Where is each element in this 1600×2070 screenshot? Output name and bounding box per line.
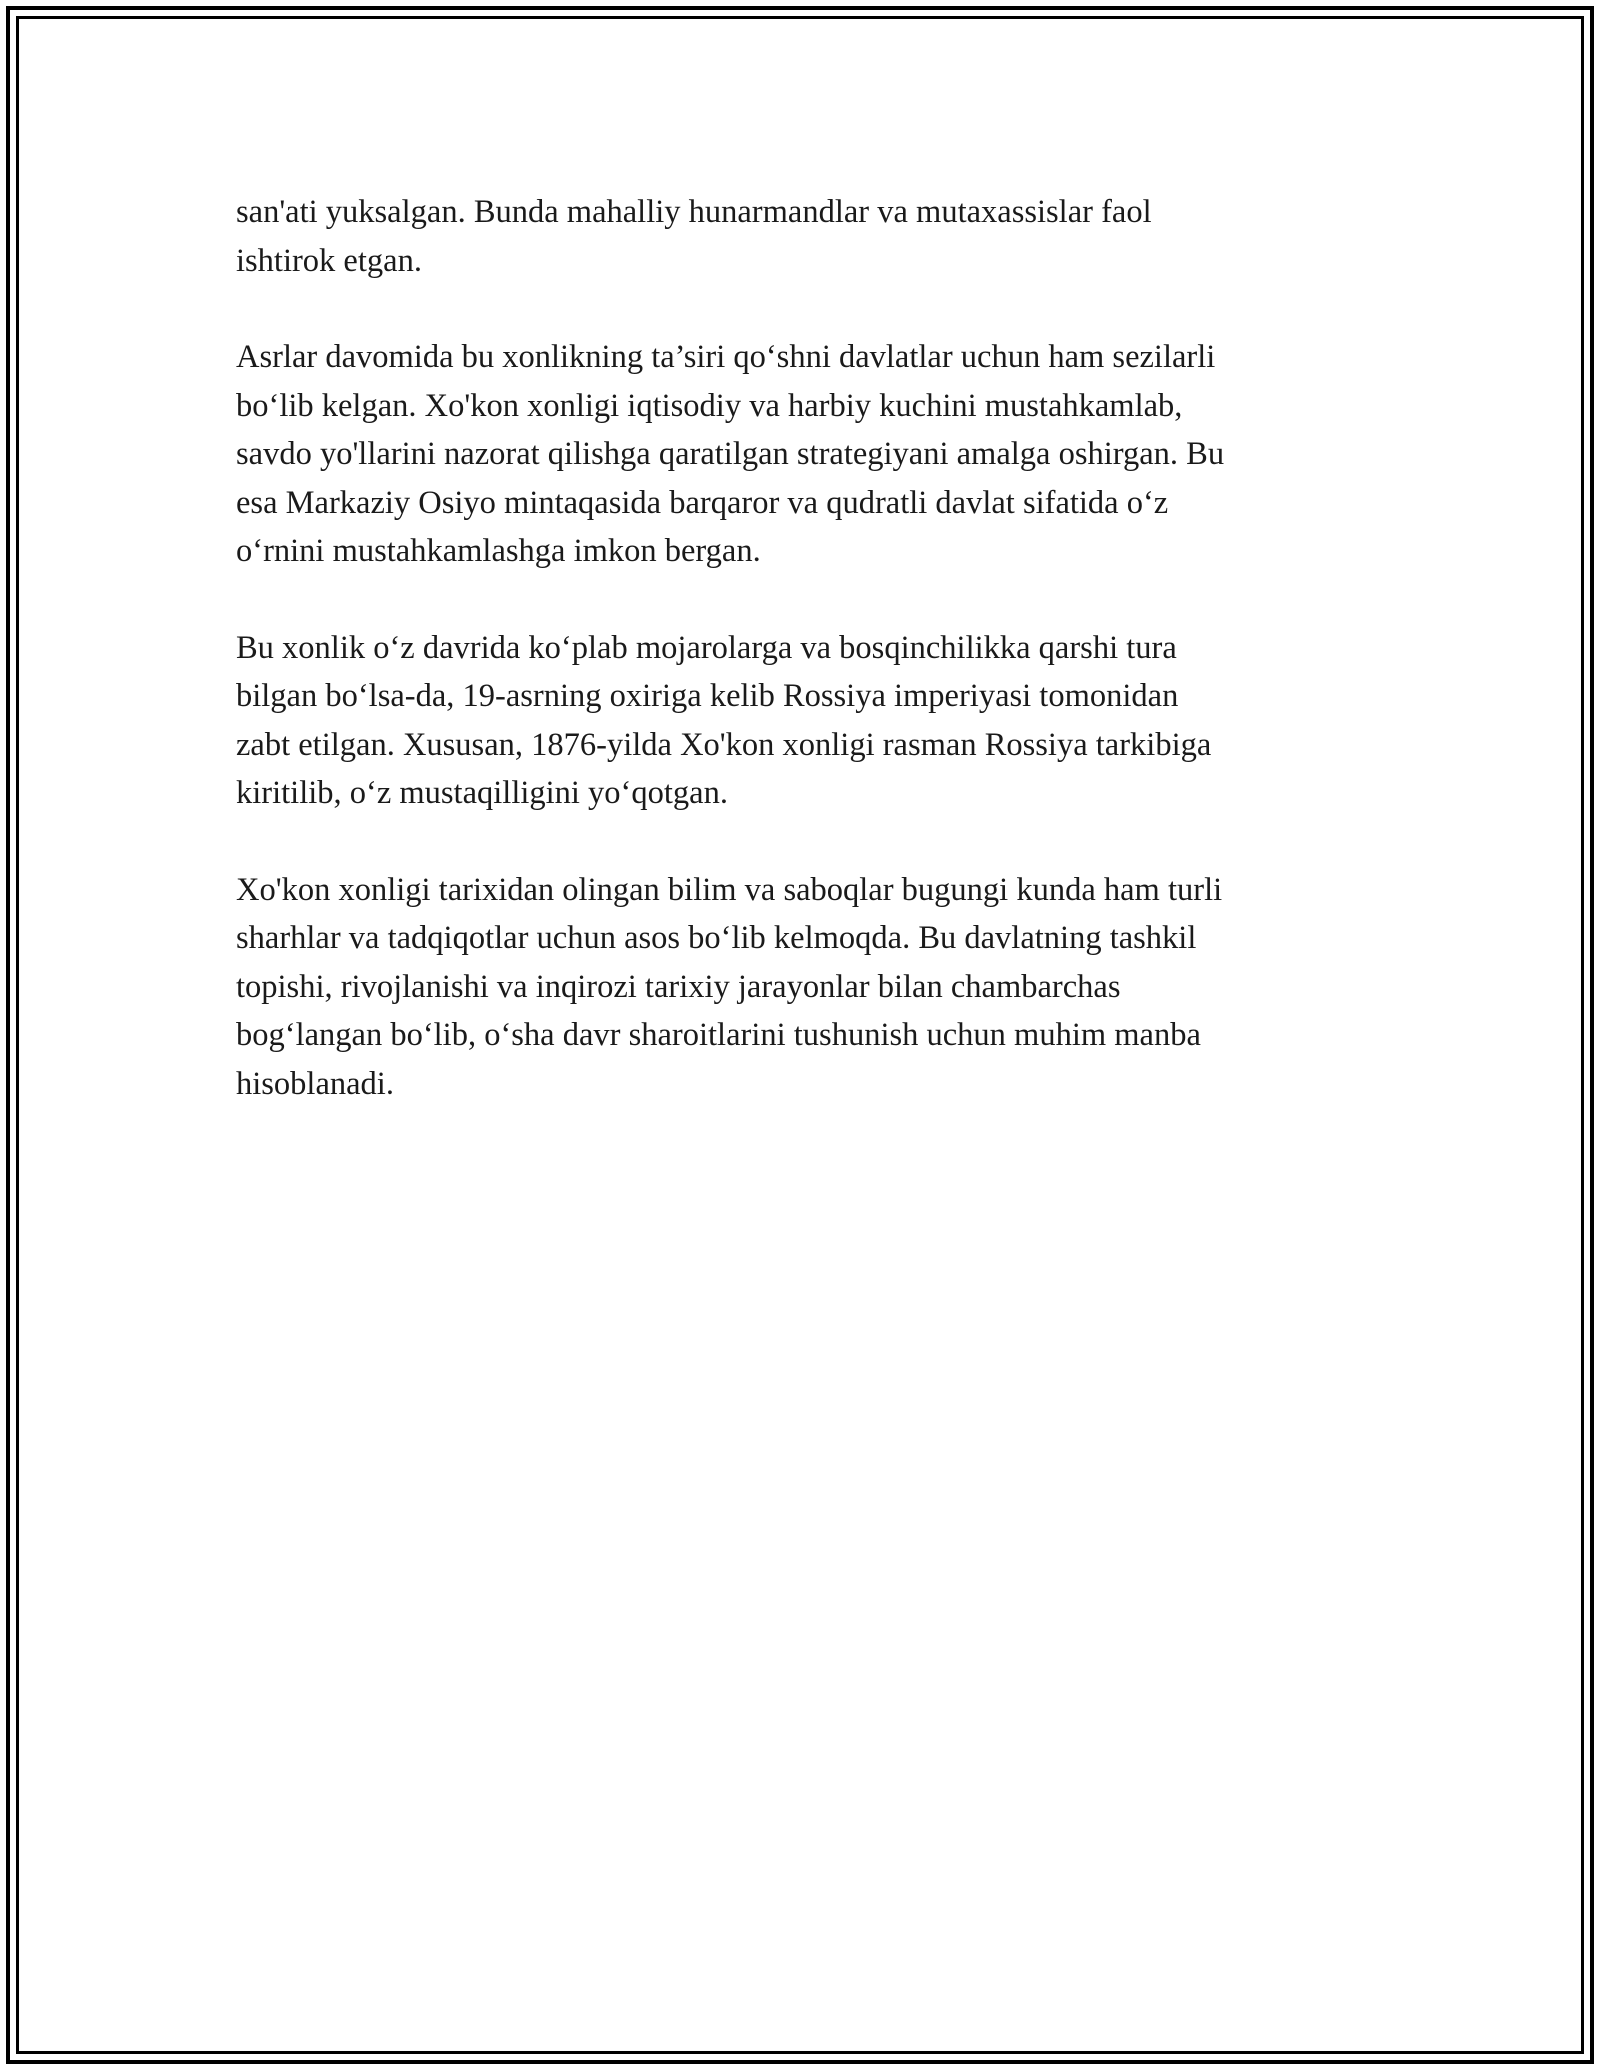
text-line: Bu xonlik o‘z davrida ko‘plab mojarolarga va bosqinchilikka qarshi tura (236, 629, 1177, 666)
text-line: topishi, rivojlanishi va inqirozi tarixiy jarayonlar bilan chambarchas (236, 968, 1121, 1005)
paragraph-4 (236, 866, 1366, 1109)
text-line: bog‘langan bo‘lib, o‘sha davr sharoitlarini tushunish uchun muhim manba (236, 1017, 1201, 1053)
text-line: Asrlar davomida bu xonlikning ta’siri qo‘shni davlatlar uchun ham sezilarli (236, 339, 1216, 375)
text-line: esa Markaziy Osiyo mintaqasida barqaror va qudratli davlat sifatida o‘z (236, 484, 1169, 521)
text-line: sharhlar va tadqiqotlar uchun asos bo‘lib kelmoqda. Bu davlatning tashkil (236, 920, 1197, 956)
text-line: bo‘lib kelgan. Xo'kon xonligi iqtisodiy va harbiy kuchini mustahkamlab, (236, 387, 1183, 424)
text-line: san'ati yuksalgan. Bunda mahalliy hunarmandlar va mutaxassislar faol (236, 194, 1152, 230)
text-line: ishtirok etgan. (236, 242, 422, 279)
document-body (236, 188, 1366, 1156)
text-line: o‘rnini mustahkamlashga imkon bergan. (236, 533, 761, 569)
text-line: hisoblanadi. (236, 1065, 394, 1102)
paragraph-2 (236, 333, 1366, 576)
text-line: kiritilib, o‘z mustaqilligini yo‘qotgan. (236, 775, 728, 811)
paragraph-1 (236, 188, 1366, 285)
text-line: savdo yo'llarini nazorat qilishga qaratilgan strategiyani amalga oshirgan. Bu (236, 436, 1225, 472)
text-line: zabt etilgan. Xususan, 1876-yilda Xo'kon xonligi rasman Rossiya tarkibiga (236, 726, 1212, 763)
text-line: bilgan bo‘lsa-da, 19-asrning oxiriga kelib Rossiya imperiyasi tomonidan (236, 678, 1179, 714)
paragraph-3 (236, 624, 1366, 818)
text-line: Xo'kon xonligi tarixidan olingan bilim va saboqlar bugungi kunda ham turli (236, 871, 1223, 908)
